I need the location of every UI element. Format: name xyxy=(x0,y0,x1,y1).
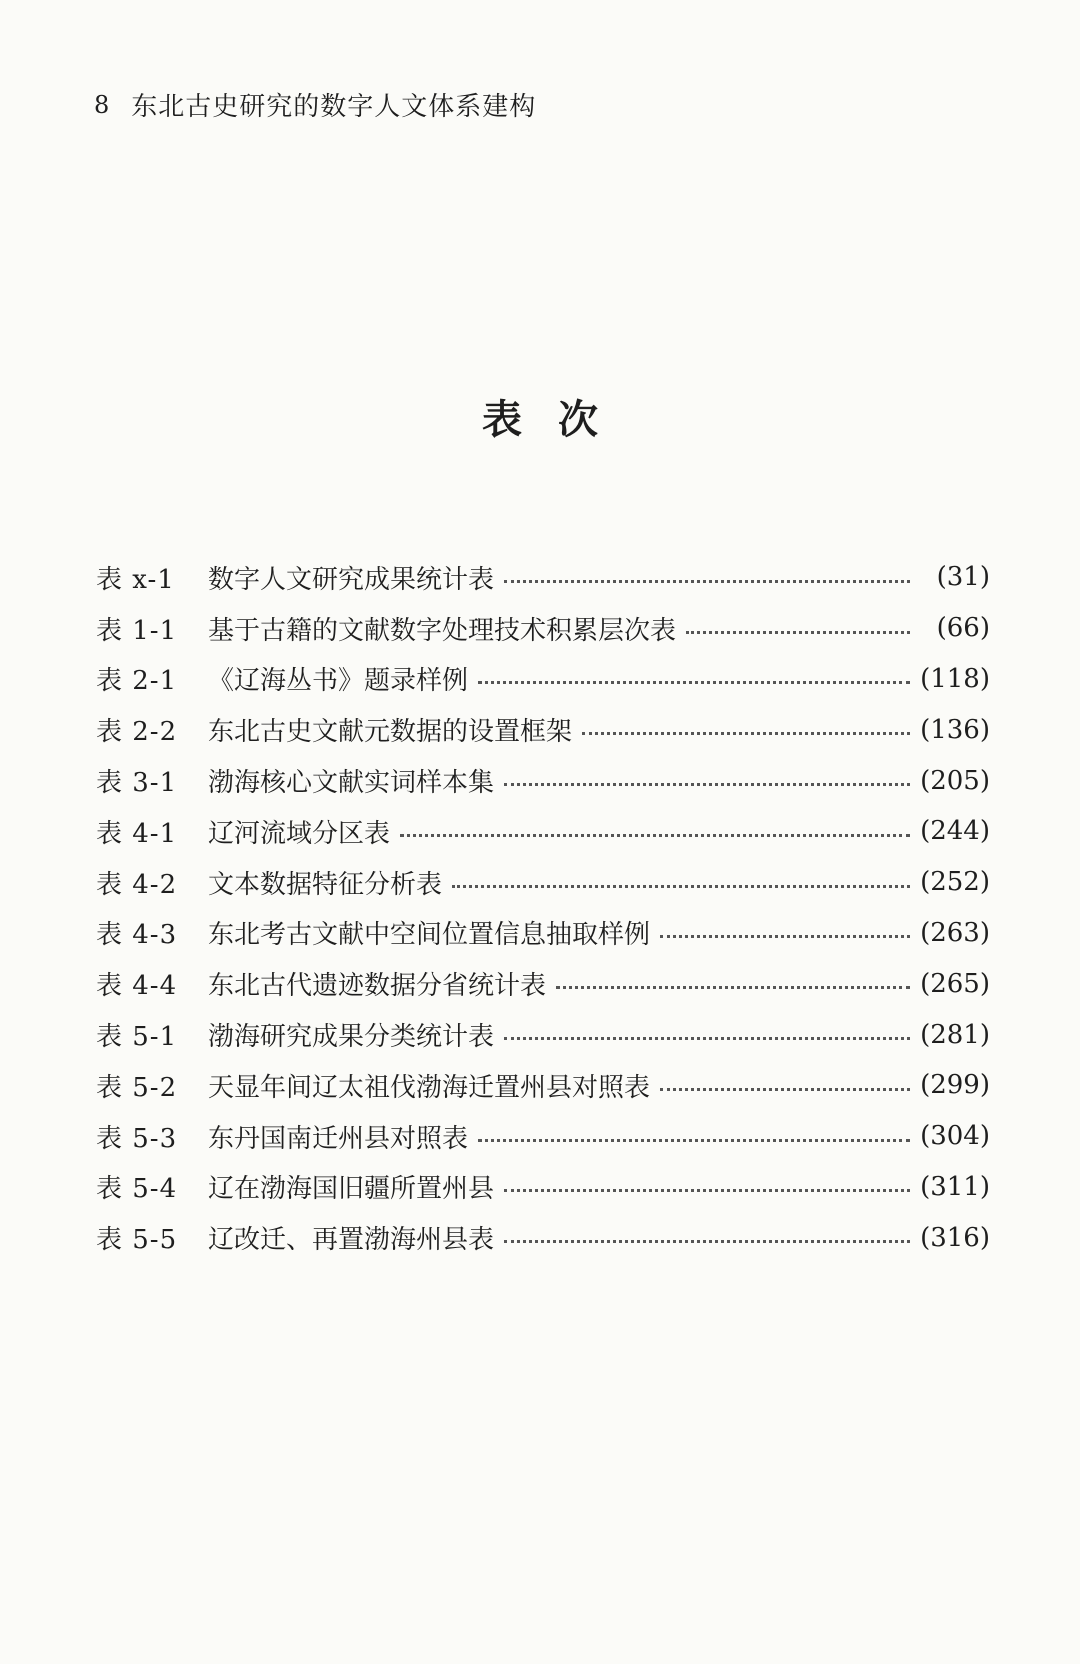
table-number: 表 4-3 xyxy=(96,920,178,951)
page-reference: (299) xyxy=(920,1070,990,1101)
toc-entry[interactable] xyxy=(96,1162,990,1213)
dot-leader xyxy=(504,1037,910,1040)
toc-entry[interactable] xyxy=(96,1212,990,1263)
table-caption: 文本数据特征分析表 xyxy=(208,869,443,900)
page-reference: (265) xyxy=(920,968,990,999)
dot-leader xyxy=(452,885,910,888)
table-number: 表 5-2 xyxy=(96,1072,178,1103)
dot-leader xyxy=(686,631,910,634)
table-caption: 渤海核心文献实词样本集 xyxy=(208,768,495,799)
table-caption: 东丹国南迁州县对照表 xyxy=(208,1123,469,1154)
dot-leader xyxy=(504,580,910,583)
toc-entry[interactable] xyxy=(96,857,990,908)
table-number: 表 2-2 xyxy=(96,717,178,748)
toc-entry[interactable] xyxy=(96,603,990,654)
dot-leader xyxy=(400,834,910,837)
dot-leader xyxy=(504,1189,910,1192)
page-header xyxy=(94,86,536,123)
table-number: 表 5-5 xyxy=(96,1225,178,1256)
table-number: 表 2-1 xyxy=(96,666,178,697)
page-reference: (66) xyxy=(936,613,990,644)
toc-entry[interactable] xyxy=(96,704,990,755)
page-number: 8 xyxy=(94,90,110,119)
table-caption: 辽改迁、再置渤海州县表 xyxy=(208,1225,495,1256)
page-reference: (281) xyxy=(920,1019,990,1050)
page-reference: (244) xyxy=(920,816,990,847)
toc-entry[interactable] xyxy=(96,1009,990,1060)
table-number: 表 4-2 xyxy=(96,869,178,900)
table-caption: 东北古史文献元数据的设置框架 xyxy=(208,717,573,748)
dot-leader xyxy=(504,783,910,786)
dot-leader xyxy=(556,986,910,989)
dot-leader xyxy=(660,935,910,938)
toc-entry[interactable] xyxy=(96,1111,990,1162)
table-of-tables xyxy=(96,552,990,1263)
page-reference: (252) xyxy=(920,867,990,898)
dot-leader xyxy=(478,681,910,684)
page-reference: (304) xyxy=(920,1121,990,1152)
page-reference: (31) xyxy=(936,562,990,593)
page-reference: (205) xyxy=(920,765,990,796)
toc-entry[interactable] xyxy=(96,654,990,705)
page-reference: (316) xyxy=(920,1222,990,1253)
page-reference: (263) xyxy=(920,917,990,948)
table-number: 表 3-1 xyxy=(96,768,178,799)
page-reference: (136) xyxy=(920,714,990,745)
toc-entry[interactable] xyxy=(96,1060,990,1111)
table-number: 表 4-1 xyxy=(96,818,178,849)
toc-entry[interactable] xyxy=(96,908,990,959)
table-caption: 东北考古文献中空间位置信息抽取样例 xyxy=(208,920,651,951)
table-caption: 天显年间辽太祖伐渤海迁置州县对照表 xyxy=(208,1072,651,1103)
table-number: 表 5-3 xyxy=(96,1123,178,1154)
toc-entry[interactable] xyxy=(96,552,990,603)
table-number: 表 5-4 xyxy=(96,1174,178,1205)
table-caption: 东北古代遗迹数据分省统计表 xyxy=(208,971,547,1002)
table-caption: 渤海研究成果分类统计表 xyxy=(208,1022,495,1053)
page-title: 表次 xyxy=(482,396,634,443)
table-caption: 《辽海丛书》题录样例 xyxy=(208,666,469,697)
page-reference: (118) xyxy=(920,663,990,694)
table-caption: 辽在渤海国旧疆所置州县 xyxy=(208,1174,495,1205)
table-caption: 数字人文研究成果统计表 xyxy=(208,564,495,595)
dot-leader xyxy=(660,1088,910,1091)
dot-leader xyxy=(504,1240,910,1243)
running-title: 东北古史研究的数字人文体系建构 xyxy=(131,92,537,122)
toc-entry[interactable] xyxy=(96,806,990,857)
dot-leader xyxy=(478,1139,910,1142)
table-caption: 辽河流域分区表 xyxy=(208,818,391,849)
table-caption: 基于古籍的文献数字处理技术积累层次表 xyxy=(208,615,677,646)
table-number: 表 1-1 xyxy=(96,615,178,646)
dot-leader xyxy=(582,732,910,735)
table-number: 表 x-1 xyxy=(96,564,175,595)
toc-entry[interactable] xyxy=(96,958,990,1009)
page-reference: (311) xyxy=(920,1171,990,1202)
table-number: 表 5-1 xyxy=(96,1022,178,1053)
table-number: 表 4-4 xyxy=(96,971,178,1002)
toc-entry[interactable] xyxy=(96,755,990,806)
